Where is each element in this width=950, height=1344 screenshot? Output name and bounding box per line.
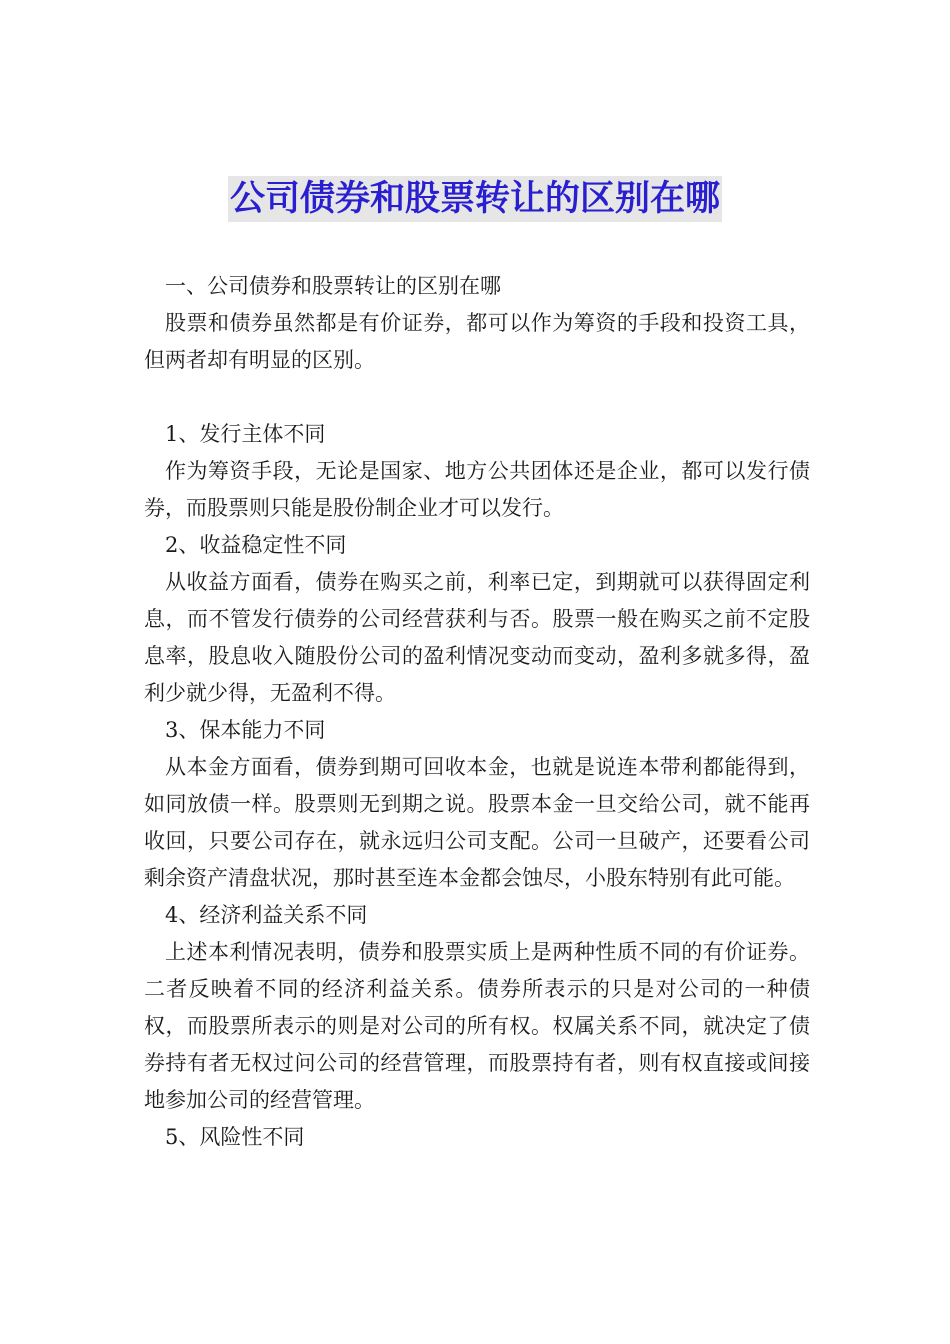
section-heading: 一、公司债券和股票转让的区别在哪 xyxy=(165,274,501,298)
title-container xyxy=(0,176,950,222)
document-title: 公司债券和股票转让的区别在哪 xyxy=(228,176,722,222)
point-text-1: 作为筹资手段，无论是国家、地方公共团体还是企业，都可以发行债券，而股票则只能是股份制企业才可以发行。 xyxy=(144,459,810,520)
point-text-3: 从本金方面看，债券到期可回收本金，也就是说连本带利都能得到，如同放债一样。股票则无到期之说。股票本金一旦交给公司，就不能再收回，只要公司存在，就永远归公司支配。公司一旦破产，还要看公司剩余资产清盘状况，那时甚至连本金都会蚀尽，小股东特别有此可能。 xyxy=(144,755,810,890)
document-body xyxy=(144,268,810,1156)
point-heading-4: 4、经济利益关系不同 xyxy=(165,903,368,927)
point-text-2: 从收益方面看，债券在购买之前，利率已定，到期就可以获得固定利息，而不管发行债券的公司经营获利与否。股票一般在购买之前不定股息率，股息收入随股份公司的盈利情况变动而变动，盈利多就多得，盈利少就少得，无盈利不得。 xyxy=(144,570,810,705)
point-heading-1: 1、发行主体不同 xyxy=(165,422,326,446)
point-heading-5: 5、风险性不同 xyxy=(165,1125,305,1149)
intro-paragraph: 股票和债券虽然都是有价证券，都可以作为筹资的手段和投资工具，但两者却有明显的区别。 xyxy=(144,311,810,372)
point-heading-3: 3、保本能力不同 xyxy=(165,718,326,742)
blank-line xyxy=(144,379,810,416)
point-heading-2: 2、收益稳定性不同 xyxy=(165,533,347,557)
point-text-4: 上述本利情况表明，债券和股票实质上是两种性质不同的有价证券。二者反映着不同的经济利益关系。债券所表示的只是对公司的一种债权，而股票所表示的则是对公司的所有权。权属关系不同，就决定了债券持有者无权过问公司的经营管理，而股票持有者，则有权直接或间接地参加公司的经营管理。 xyxy=(144,940,810,1112)
